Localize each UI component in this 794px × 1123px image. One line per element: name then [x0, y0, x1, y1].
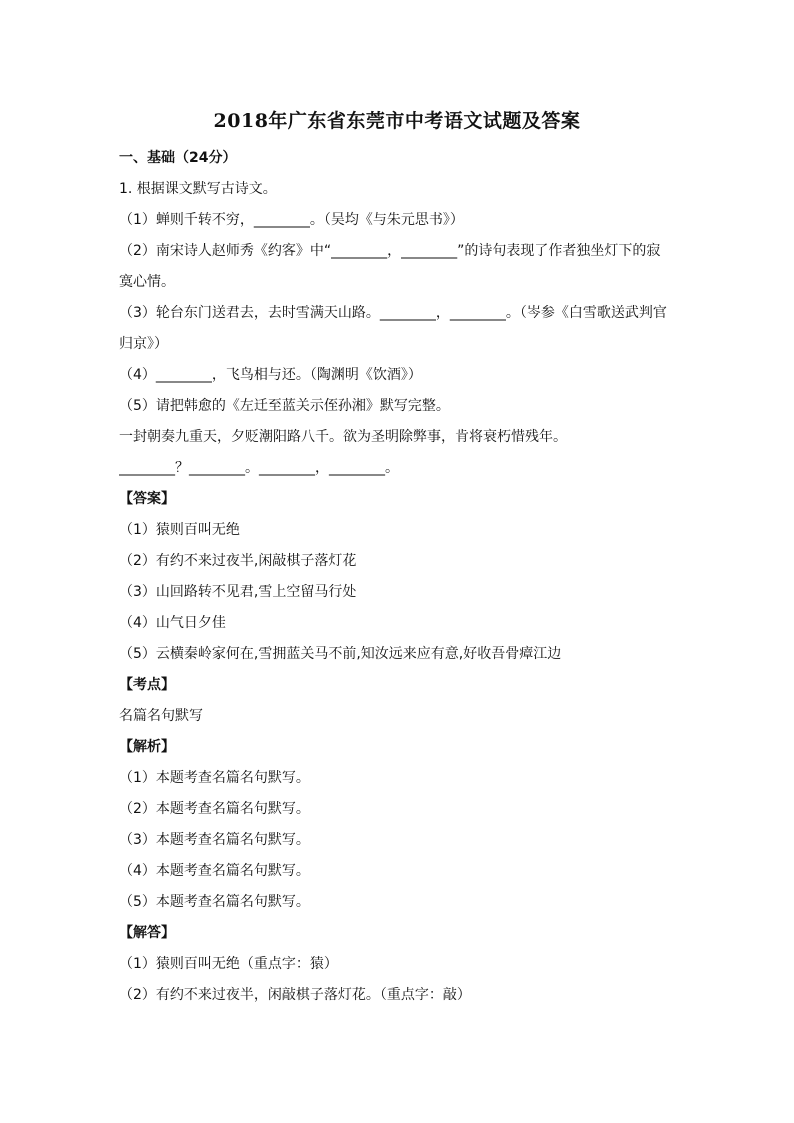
- question-1-item-1: （1）蝉则千转不穷，________。（吴均《与朱元思书》）: [119, 212, 464, 228]
- answer-3: （3）山回路转不见君,雪上空留马行处: [119, 584, 357, 600]
- section-heading-basics: 一、基础（24分）: [119, 150, 237, 166]
- analysis-heading: 【解析】: [119, 739, 175, 755]
- answer-5: （5）云横秦岭家何在,雪拥蓝关马不前,知汝远来应有意,好收吾骨瘴江边: [119, 646, 562, 662]
- answer-heading: 【答案】: [119, 491, 175, 507]
- solution-2: （2）有约不来过夜半，闲敲棋子落灯花。（重点字：敲）: [119, 987, 471, 1003]
- question-1-item-3-cont: 归京》）: [119, 336, 168, 352]
- question-1-item-2-cont: 寞心情。: [119, 274, 175, 290]
- question-1-item-3: （3）轮台东门送君去，去时雪满天山路。________，________。（岑参《白雪歌送武判官: [119, 305, 667, 321]
- analysis-4: （4）本题考查名篇名句默写。: [119, 863, 310, 879]
- exam-point-text: 名篇名句默写: [119, 708, 203, 724]
- analysis-1: （1）本题考查名篇名句默写。: [119, 770, 310, 786]
- poem-given-lines: 一封朝奏九重天，夕贬潮阳路八千。欲为圣明除弊事，肯将衰朽惜残年。: [119, 429, 567, 445]
- analysis-2: （2）本题考查名篇名句默写。: [119, 801, 310, 817]
- analysis-5: （5）本题考查名篇名句默写。: [119, 894, 310, 910]
- question-1-item-5: （5）请把韩愈的《左迁至蓝关示侄孙湘》默写完整。: [119, 398, 450, 414]
- solution-1: （1）猿则百叫无绝（重点字：猿）: [119, 956, 338, 972]
- solution-heading: 【解答】: [119, 925, 175, 941]
- poem-blanks: ________？________。________，________。: [119, 460, 399, 476]
- question-1-prompt: 1. 根据课文默写古诗文。: [119, 181, 277, 197]
- document-title: 2018年广东省东莞市中考语文试题及答案: [213, 110, 581, 132]
- question-1-item-4: （4）________，飞鸟相与还。（陶渊明《饮酒》）: [119, 367, 422, 383]
- question-1-item-2: （2）南宋诗人赵师秀《约客》中“________，________”的诗句表现了作者独坐灯下的寂: [119, 243, 661, 259]
- exam-point-heading: 【考点】: [119, 677, 175, 693]
- analysis-3: （3）本题考查名篇名句默写。: [119, 832, 310, 848]
- answer-4: （4）山气日夕佳: [119, 615, 226, 631]
- answer-2: （2）有约不来过夜半,闲敲棋子落灯花: [119, 553, 357, 569]
- answer-1: （1）猿则百叫无绝: [119, 522, 240, 538]
- document-body: [119, 143, 679, 1011]
